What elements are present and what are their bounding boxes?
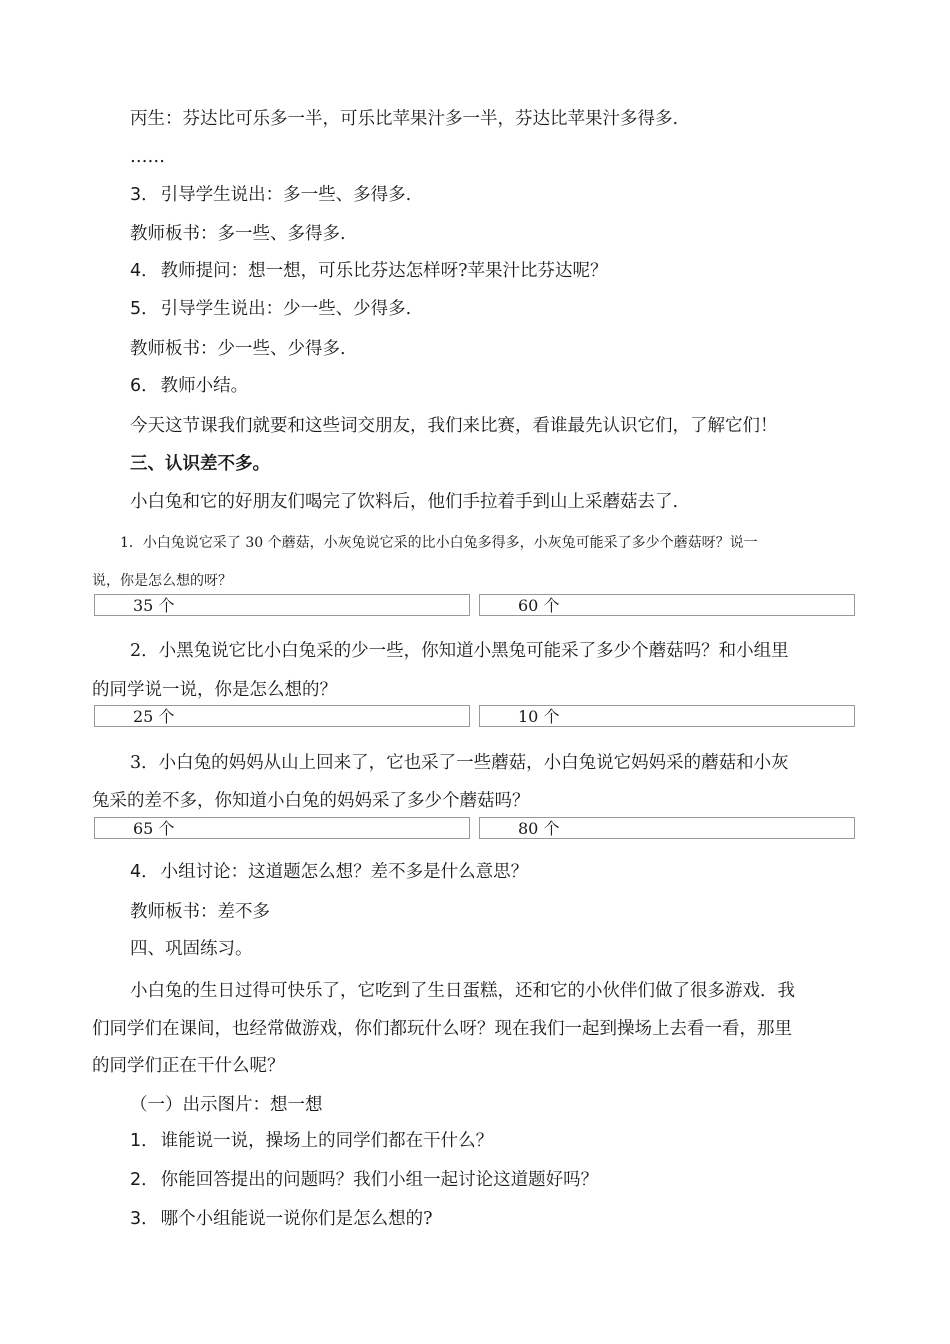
item-text: 小组讨论：这道题怎么想？差不多是什么意思？ bbox=[160, 862, 529, 882]
subsection-heading: （一）出示图片：想一想 bbox=[130, 1095, 323, 1115]
item-number: 4． bbox=[130, 261, 159, 281]
answer-value: 10 个 bbox=[518, 707, 560, 726]
item-number: 6． bbox=[130, 376, 159, 396]
text-line: 丙生：芬达比可乐多一半，可乐比苹果汁多一半，芬达比苹果汁多得多. bbox=[130, 109, 679, 129]
answer-box bbox=[94, 817, 470, 839]
text-line bbox=[130, 183, 411, 207]
paragraph-line: 小白兔的生日过得可快乐了，它吃到了生日蛋糕，还和它的小伙伴们做了很多游戏．我 bbox=[130, 981, 795, 1001]
item-number: 3． bbox=[130, 1209, 159, 1229]
text-line: 教师板书：差不多 bbox=[130, 902, 270, 922]
answer-box bbox=[479, 705, 855, 727]
text-line bbox=[130, 1129, 493, 1153]
text-line: 教师板书：少一些、少得多. bbox=[130, 339, 346, 359]
paragraph-line: 的同学们正在干什么呢？ bbox=[92, 1056, 285, 1076]
item-number: 5． bbox=[130, 299, 159, 319]
item-text: 哪个小组能说一说你们是怎么想的? bbox=[160, 1209, 433, 1229]
answer-value: 65 个 bbox=[133, 819, 175, 838]
text-line bbox=[130, 1168, 598, 1192]
text-line: 今天这节课我们就要和这些词交朋友，我们来比赛，看谁最先认识它们，了解它们！ bbox=[130, 416, 778, 436]
text-line: 教师板书：多一些、多得多. bbox=[130, 224, 346, 244]
question-1-text: 1．小白兔说它采了 30 个蘑菇，小灰兔说它采的比小白兔多得多，小灰兔可能采了多少个蘑菇呀？说一 bbox=[120, 535, 758, 551]
paragraph-line: 们同学们在课间，也经常做游戏，你们都玩什么呀？现在我们一起到操场上去看一看，那里 bbox=[92, 1019, 792, 1039]
section-heading: 三、认识差不多。 bbox=[130, 454, 270, 474]
question-2-text-cont: 的同学说一说，你是怎么想的？ bbox=[92, 680, 337, 700]
question-3-text: 3．小白兔的妈妈从山上回来了，它也采了一些蘑菇，小白兔说它妈妈采的蘑菇和小灰 bbox=[130, 753, 789, 773]
item-text: 教师小结。 bbox=[160, 376, 249, 396]
text-line: 小白兔和它的好朋友们喝完了饮料后，他们手拉着手到山上采蘑菇去了. bbox=[130, 492, 679, 512]
ellipsis: …… bbox=[130, 147, 165, 167]
item-text: 引导学生说出：多一些、多得多. bbox=[160, 185, 412, 205]
answer-value: 60 个 bbox=[518, 596, 560, 615]
item-text: 教师提问：想一想，可乐比芬达怎样呀?苹果汁比芬达呢？ bbox=[160, 261, 608, 281]
text-line bbox=[130, 1207, 433, 1231]
answer-value: 35 个 bbox=[133, 596, 175, 615]
question-1-text-cont: 说，你是怎么想的呀？ bbox=[92, 573, 232, 589]
answer-value: 80 个 bbox=[518, 819, 560, 838]
text-line bbox=[130, 860, 528, 884]
item-text: 谁能说一说，操场上的同学们都在干什么？ bbox=[160, 1131, 494, 1151]
question-3-text-cont: 兔采的差不多，你知道小白兔的妈妈采了多少个蘑菇吗？ bbox=[92, 791, 530, 811]
item-number: 1． bbox=[130, 1131, 159, 1151]
answer-box bbox=[94, 594, 470, 616]
text-line bbox=[130, 374, 248, 398]
item-number: 4． bbox=[130, 862, 159, 882]
answer-value: 25 个 bbox=[133, 707, 175, 726]
text-line bbox=[130, 259, 608, 283]
item-text: 你能回答提出的问题吗？我们小组一起讨论这道题好吗？ bbox=[160, 1170, 599, 1190]
answer-box bbox=[94, 705, 470, 727]
item-number: 3． bbox=[130, 185, 159, 205]
item-text: 引导学生说出：少一些、少得多. bbox=[160, 299, 412, 319]
section-heading: 四、巩固练习。 bbox=[130, 939, 253, 959]
question-2-text: 2．小黑兔说它比小白兔采的少一些，你知道小黑兔可能采了多少个蘑菇吗？和小组里 bbox=[130, 641, 789, 661]
text-line bbox=[130, 297, 411, 321]
item-number: 2． bbox=[130, 1170, 159, 1190]
answer-box bbox=[479, 594, 855, 616]
answer-box bbox=[479, 817, 855, 839]
